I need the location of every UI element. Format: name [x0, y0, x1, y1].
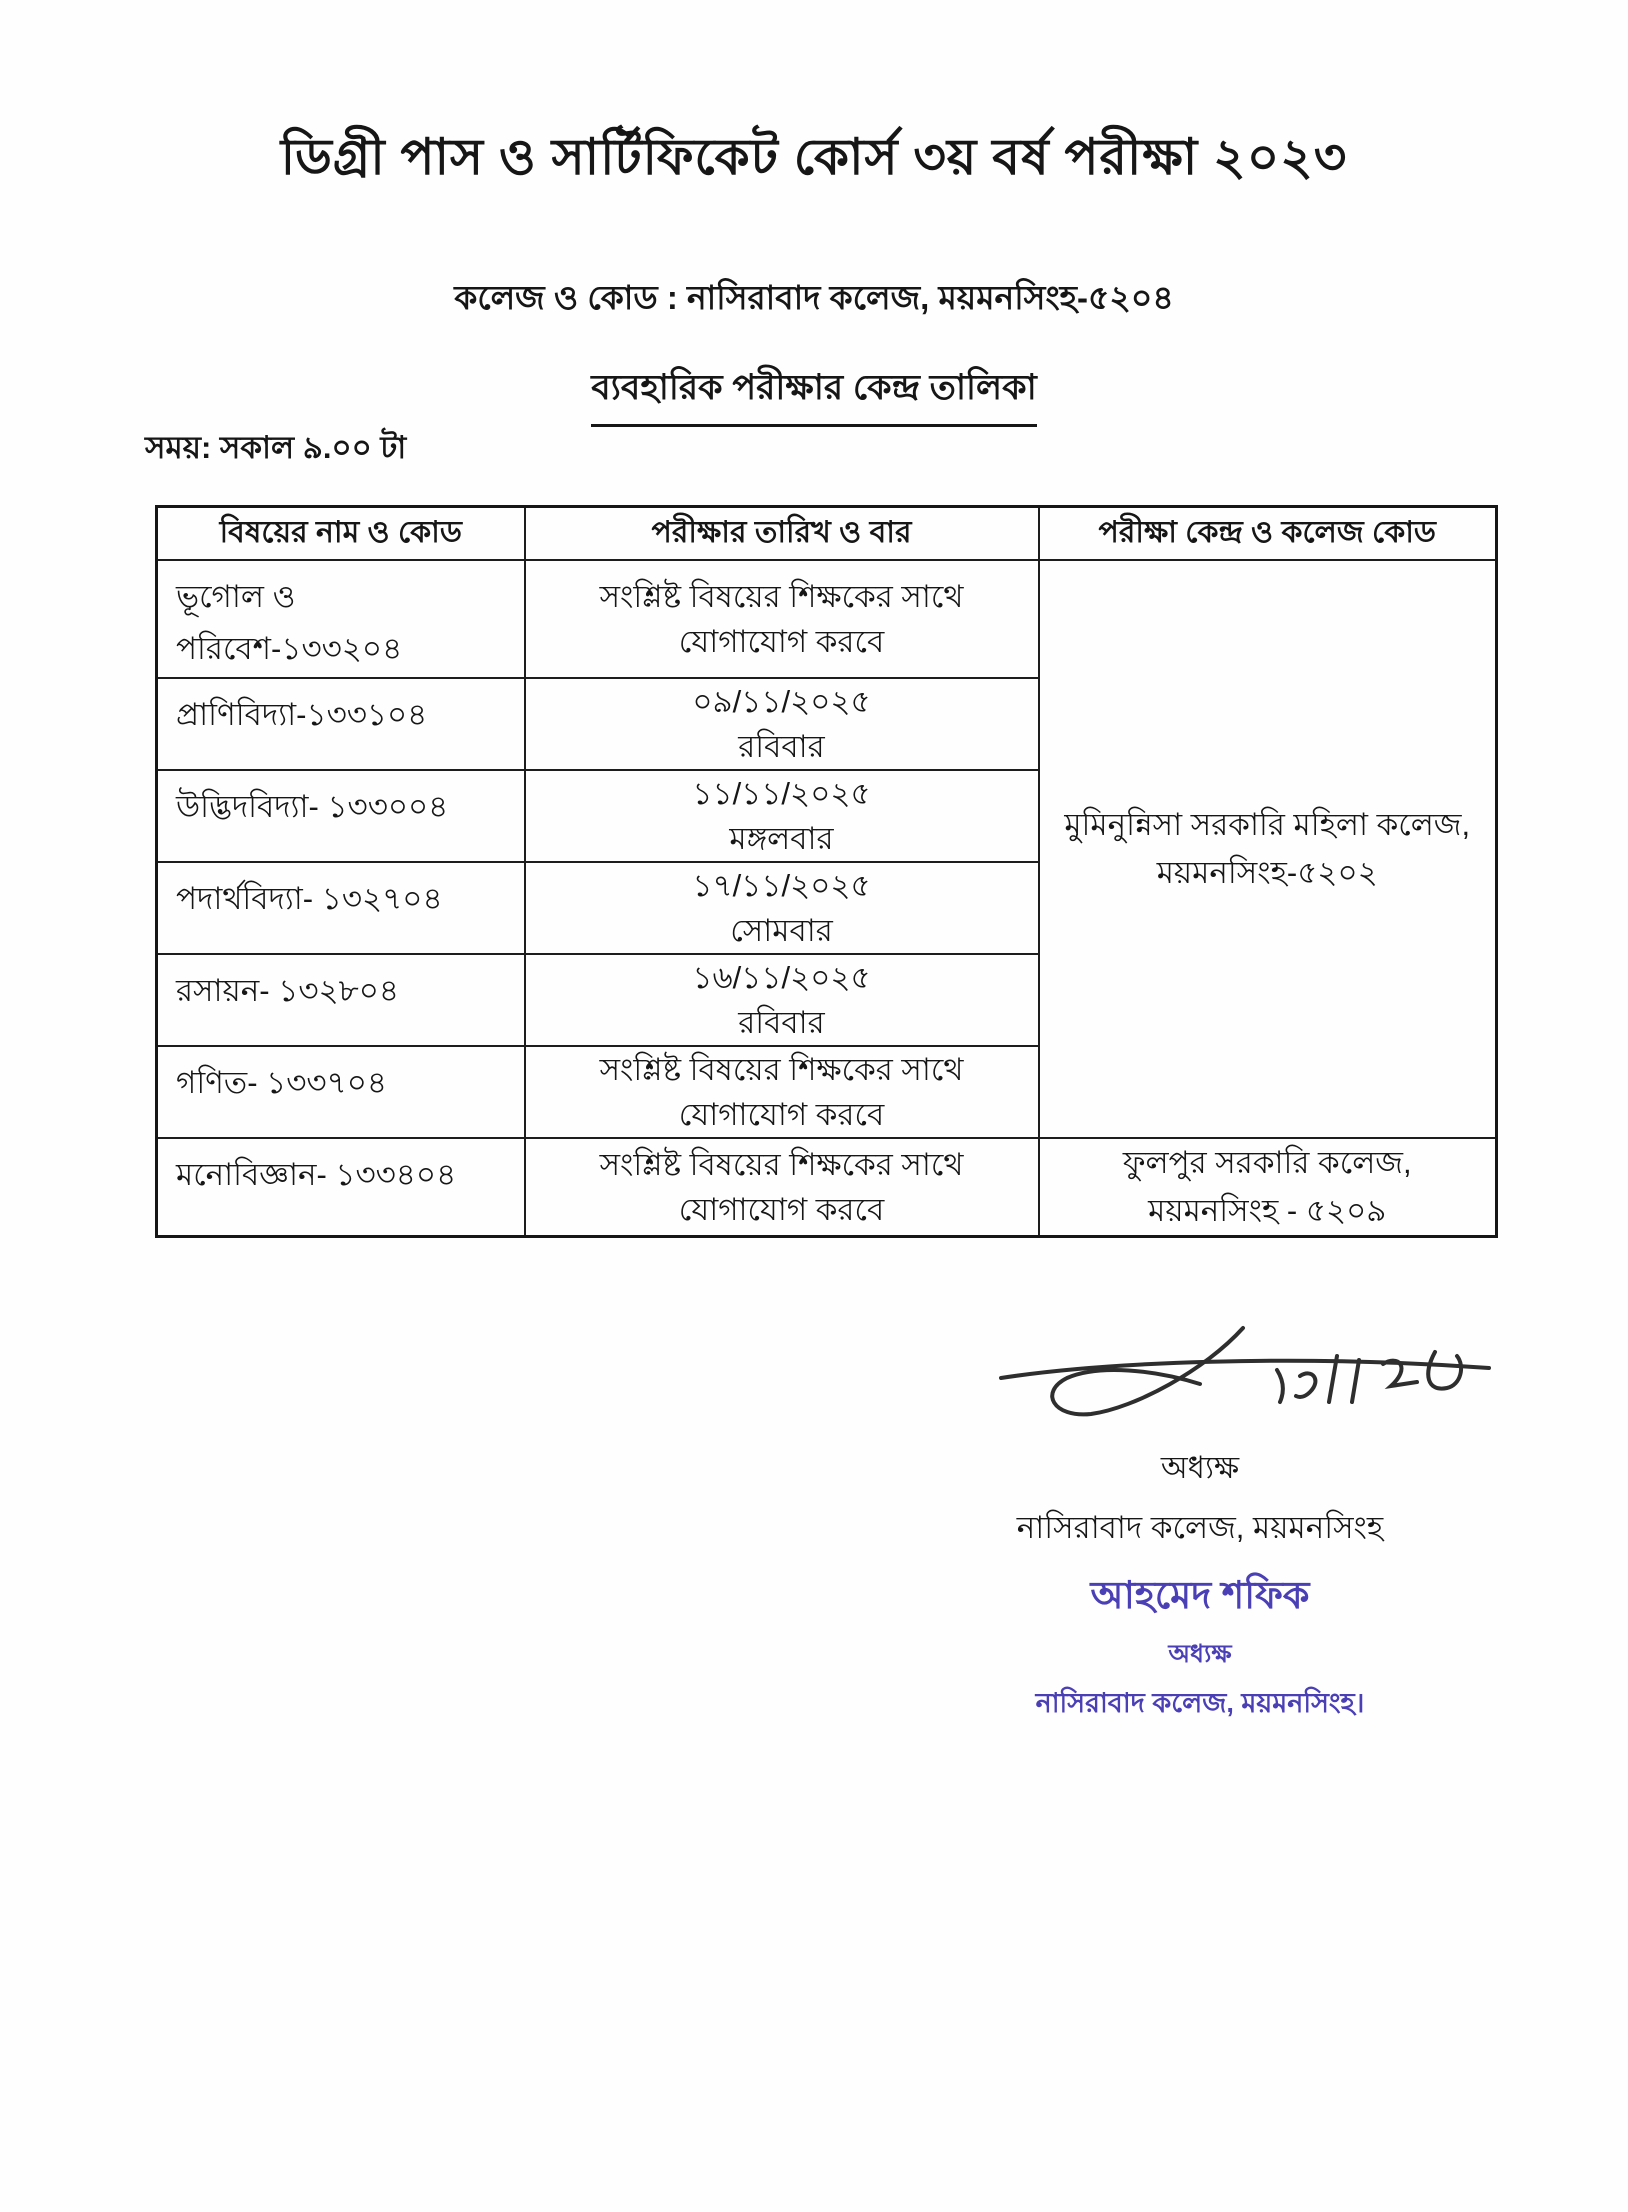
date-cell — [525, 678, 1039, 770]
exam-center-last-cell — [1039, 1138, 1497, 1237]
date-cell — [525, 862, 1039, 954]
date-cell — [525, 560, 1039, 678]
subject-cell: প্রাণিবিদ্যা-১৩৩১০৪ — [157, 678, 525, 770]
date-cell — [525, 1046, 1039, 1138]
date-line-1: সংশ্লিষ্ট বিষয়ের শিক্ষকের সাথে — [599, 1147, 964, 1182]
subject-cell: মনোবিজ্ঞান- ১৩৩৪০৪ — [157, 1138, 525, 1237]
exam-center-merged-cell — [1039, 560, 1497, 1138]
header-exam-center-code: পরীক্ষা কেন্দ্র ও কলেজ কোড — [1039, 507, 1497, 561]
header-subject-code: বিষয়ের নাম ও কোড — [157, 507, 525, 561]
subject-cell: ভূগোল ও পরিবেশ-১৩৩২০৪ — [157, 560, 525, 678]
center-name-line-2: ময়মনসিংহ-৫২০২ — [1156, 855, 1378, 890]
date-line-2: রবিবার — [738, 1005, 825, 1040]
center-name-line-1: মুমিনুন্নিসা সরকারি মহিলা কলেজ, — [1064, 807, 1471, 842]
date-line-2: যোগাযোগ করবে — [678, 1192, 885, 1227]
subject-cell: গণিত- ১৩৩৭০৪ — [157, 1046, 525, 1138]
date-line-2: যোগাযোগ করবে — [678, 624, 885, 659]
date-line-1: সংশ্লিষ্ট বিষয়ের শিক্ষকের সাথে — [599, 1052, 964, 1087]
date-line-2: যোগাযোগ করবে — [678, 1097, 885, 1132]
signature-block — [925, 1312, 1475, 1728]
stamp-name: আহমেদ শফিক — [1090, 1575, 1310, 1617]
date-cell — [525, 770, 1039, 862]
stamp-institution: নাসিরাবাদ কলেজ, ময়মনসিংহ। — [1035, 1688, 1365, 1718]
stamp-designation: অধ্যক্ষ — [1168, 1640, 1232, 1668]
college-code-line: কলেজ ও কোড : নাসিরাবাদ কলেজ, ময়মনসিংহ-৫২০৪ — [454, 279, 1174, 316]
date-cell — [525, 954, 1039, 1046]
center-name-line-2: ময়মনসিংহ - ৫২০৯ — [1148, 1193, 1387, 1228]
date-line-2: সোমবার — [730, 913, 833, 948]
subject-cell: উদ্ভিদবিদ্যা- ১৩৩০০৪ — [157, 770, 525, 862]
signatory-institution: নাসিরাবাদ কলেজ, ময়মনসিংহ — [1016, 1510, 1384, 1545]
date-line-2: রবিবার — [738, 729, 825, 764]
date-line-1: ১৭/১১/২০২৫ — [692, 868, 871, 903]
table-header-row — [157, 507, 1497, 561]
handwritten-signature-image — [995, 1312, 1495, 1444]
center-name-line-1: ফুলপুর সরকারি কলেজ, — [1122, 1145, 1412, 1180]
date-line-1: ১৬/১১/২০২৫ — [692, 960, 871, 995]
date-line-1: ১১/১১/২০২৫ — [692, 776, 871, 811]
date-cell — [525, 1138, 1039, 1237]
date-line-1: ০৯/১১/২০২৫ — [692, 684, 871, 719]
table-row — [157, 560, 1497, 678]
subject-cell: পদার্থবিদ্যা- ১৩২৭০৪ — [157, 862, 525, 954]
signatory-designation: অধ্যক্ষ — [1160, 1450, 1240, 1485]
document-title: ডিগ্রী পাস ও সার্টিফিকেট কোর্স ৩য় বর্ষ পরীক্ষা ২০২৩ — [280, 129, 1348, 185]
section-title — [0, 360, 1628, 427]
table-row — [157, 1138, 1497, 1237]
subject-cell: রসায়ন- ১৩২৮০৪ — [157, 954, 525, 1046]
header-exam-date-day: পরীক্ষার তারিখ ও বার — [525, 507, 1039, 561]
date-line-2: মঙ্গলবার — [729, 821, 834, 856]
practical-exam-schedule-table — [155, 505, 1498, 1238]
section-title-text: ব্যবহারিক পরীক্ষার কেন্দ্র তালিকা — [591, 360, 1037, 427]
exam-time-line: সময়: সকাল ৯.০০ টা — [145, 430, 407, 465]
date-line-1: সংশ্লিষ্ট বিষয়ের শিক্ষকের সাথে — [599, 579, 964, 614]
